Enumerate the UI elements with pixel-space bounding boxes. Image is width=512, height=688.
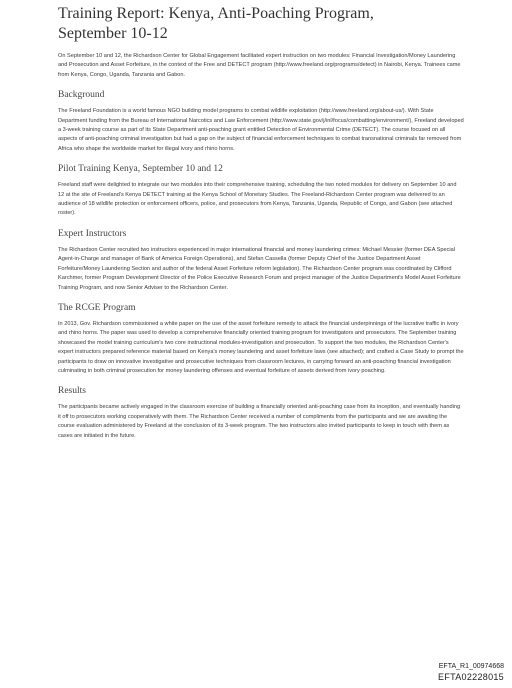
section-body-rcge-program: In 2013, Gov. Richardson commissioned a white paper on the use of the asset forfeiture remedy to attack the financial underpinnings of the lucrative traffic in ivory and rhino horns. The paper was used to develop a comprehensive financially oriented training program for investigators and prosecutors. The September training showcased the model training curriculum's two core instructional modules-investigation and prosecution. To support the two modules, the Richardson Center's expert instructors prepared reference material based on Kenya's money laundering and asset forfeiture laws (see attached); and crafted a Case Study to prompt the participants to draw on innovative investigative and prosecutive techniques from classroom lectures, in carrying forward an anti-poaching financial investigation culminating in both criminal prosecution for money laundering offenses and eventual forfeiture of assets derived from ivory poaching.	[58, 320, 464, 374]
title-line-2: September 10-12	[58, 25, 168, 42]
section-heading-pilot-training: Pilot Training Kenya, September 10 and 12	[58, 164, 223, 175]
title-line-1: Training Report: Kenya, Anti-Poaching Program,	[58, 5, 374, 22]
section-body-pilot-training: Freeland staff were delighted to integrate our two modules into their comprehensive training, scheduling the two noted modules for delivery on September 10 and 12 at the site of Freeland's Kenya DETECT training at the Kenya School of Monetary Studies. The Freeland-Richardson Center program was delivered to an audience of 18 wildlife protection or enforcement officers, police, and prosecutors from Kenya, Tanzania, Uganda, Republic of Congo, and Gabon (see attached roster).	[58, 182, 457, 217]
section-body-background: The Freeland Foundation is a world famous NGO building model programs to combat wildlife exploitation (http://www.freeland.org/about-us/). With State Department funding from the Bureau of International Narcotics and Law Enforcement (http://www.state.gov/j/inl/focus/combatting/environment/), Freeland developed a 3-week training course as part of its State Department anti-poaching grant entitled Detection of Environmental Crime (DETECT). The course focused on all aspects of anti-poaching criminal investigation but had a gap on the subject of financial enforcement techniques to combat transnational criminals far removed from Africa who shape the worldwide market for illegal ivory and rhino horns.	[58, 108, 464, 152]
section-heading-background: Background	[58, 90, 105, 101]
footer-reference: EFTA_R1_00974668	[438, 663, 504, 670]
page-title	[58, 4, 464, 44]
section-heading-rcge-program: The RCGE Program	[58, 302, 136, 313]
section-body-expert-instructors: The Richardson Center recruited two instructors experienced in major international financial and money laundering crimes: Michael Messier (former DEA Special Agent-in-Charge and manager of Bank of America Foreign Operations), and Stefan Cassella (former Deputy Chief of the Justice Department Asset Forfeiture/Money Laundering Section and author of the federal Asset Forfeiture reform legislation). The Richardson Center program was coordinated by Clifford Karchmer, former Program Development Director of the Police Executive Research Forum and project manager of the Justice Department's Model Asset Forfeiture Training Program, and now Senior Adviser to the Richardson Center.	[58, 246, 461, 291]
section-heading-expert-instructors: Expert Instructors	[58, 228, 127, 239]
footer-document-id: EFTA02228015	[438, 672, 504, 682]
report-page	[58, 4, 464, 441]
section-heading-results: Results	[58, 386, 86, 397]
intro-paragraph: On September 10 and 12, the Richardson Center for Global Engagement facilitated expert instruction on two modules: Financial Investigation/Money Laundering and Prosecution and Asset Forfeiture, in the context of the Free and DETECT program (http://www.freeland.org/programs/detect) in Nairobi, Kenya. Trainees came from Kenya, Congo, Uganda, Tanzania and Gabon.	[58, 53, 461, 78]
section-body-results: The participants became actively engaged in the classroom exercise of building a financially oriented anti-poaching case from its inception, and eventually handing it off to prosecutors working cooperatively with them. The Richardson Center received a number of compliments from the participants and we are awaiting the course evaluation administered by Freeland at the conclusion of its 3-week program. The two instructors also invited participants to keep in touch with them as cases are initiated in the future.	[58, 404, 461, 439]
